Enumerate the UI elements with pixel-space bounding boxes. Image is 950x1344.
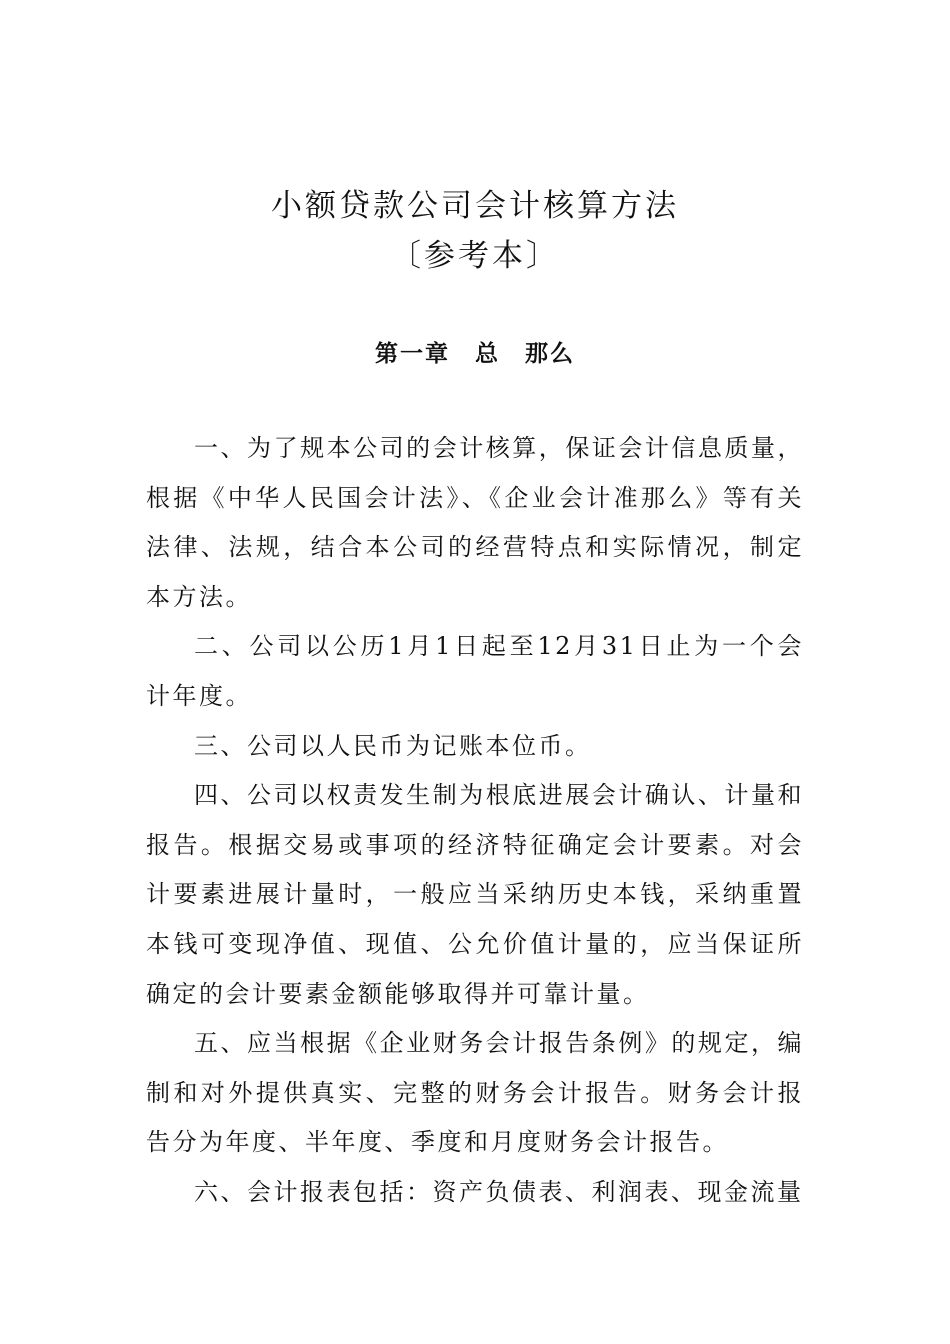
paragraph-6: 六、会计报表包括：资产负债表、利润表、现金流量: [194, 1177, 804, 1206]
paragraph-5: 五、应当根据《企业财务会计报告条例》的规定，编制和对外提供真实、完整的财务会计报告。财务会计报告分为年度、半年度、季度和月度财务会计报告。: [146, 1029, 804, 1157]
paragraph-4: 四、公司以权责发生制为根底进展会计确认、计量和报告。根据交易或事项的经济特征确定会计要素。对会计要素进展计量时，一般应当采纳历史本钱，采纳重置本钱可变现净值、现值、公允价值计量的，应当保证所确定的会计要素金额能够取得并可靠计量。: [146, 781, 804, 1008]
document-subtitle: 〔参考本〕: [390, 238, 560, 274]
document-body: [146, 424, 804, 1218]
chapter-heading: 第一章 总 那么: [375, 340, 575, 367]
paragraph-2: 二、公司以公历1月1日起至12月31日止为一个会计年度。: [146, 632, 804, 710]
paragraph-3: 三、公司以人民币为记账本位币。: [194, 731, 592, 760]
paragraph-1: 一、为了规本公司的会计核算，保证会计信息质量，根据《中华人民国会计法》、《企业会计准那么》等有关法律、法规，结合本公司的经营特点和实际情况，制定本方法。: [146, 434, 804, 611]
document-title: 小额贷款公司会计核算方法: [271, 188, 679, 224]
